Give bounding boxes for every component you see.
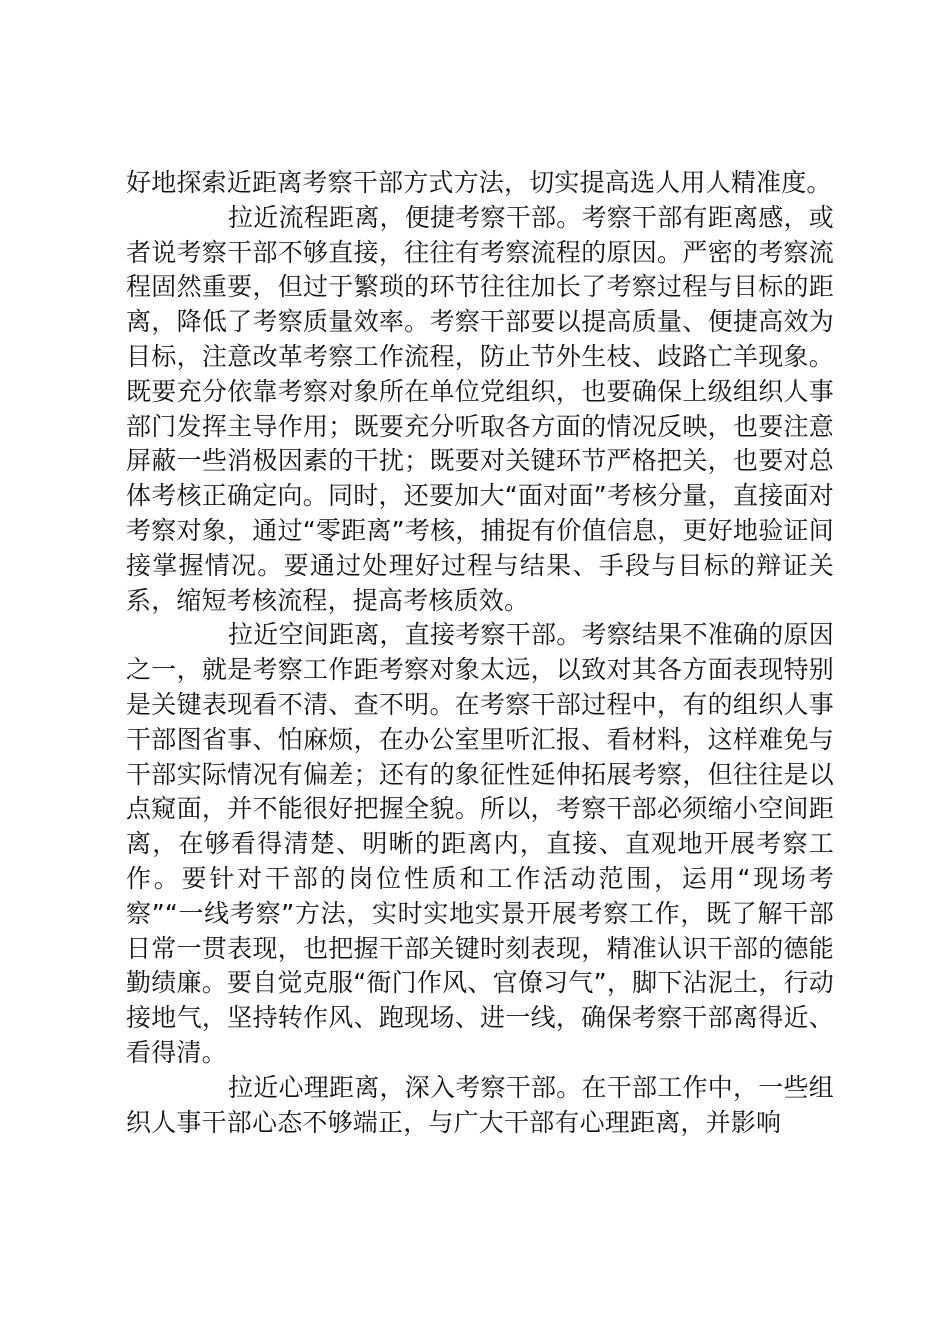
paragraph-spatial-distance: 拉近空间距离，直接考察干部。考察结果不准确的原因之一，就是考察工作距考察对象太远，以致对其各方面表现特别是关键表现看不清、查不明。在考察干部过程中，有的组织人事干部图省事、怕麻烦，在办公室里听汇报、看材料，这样难免与干部实际情况有偏差；还有的象征性延伸拓展考察，但往往是以点窥面，并不能很好把握全貌。所以，考察干部必须缩小空间距离，在够看得清楚、明晰的距离内，直接、直观地开展考察工作。要针对干部的岗位性质和工作活动范围，运用“现场考察”“一线考察”方法，实时实地实景开展考察工作，既了解干部日常一贯表现，也把握干部关键时刻表现，精准认识干部的德能勤绩廉。要自觉克服“衙门作风、官僚习气”，脚下沾泥土，行动接地气，坚持转作风、跑现场、进一线，确保考察干部离得近、看得清。: [126, 620, 834, 1067]
paragraph-psychological-distance: 拉近心理距离，深入考察干部。在干部工作中，一些组织人事干部心态不够端正，与广大干部有心理距离，并影响: [126, 1072, 834, 1137]
paragraph-continuation: 好地探索近距离考察干部方式方法，切实提高选人用人精准度。: [126, 168, 832, 197]
paragraph-process-distance: 拉近流程距离，便捷考察干部。考察干部有距离感，或者说考察干部不够直接，往往有考察流程的原因。严密的考察流程固然重要，但过于繁琐的环节往往加长了考察过程与目标的距离，降低了考察质量效率。考察干部要以提高质量、便捷高效为目标，注意改革考察工作流程，防止节外生枝、歧路亡羊现象。既要充分依靠考察对象所在单位党组织，也要确保上级组织人事部门发挥主导作用；既要充分听取各方面的情况反映，也要注意屏蔽一些消极因素的干扰；既要对关键环节严格把关，也要对总体考核正确定向。同时，还要加大“面对面”考核分量，直接面对考察对象，通过“零距离”考核，捕捉有价值信息，更好地验证间接掌握情况。要通过处理好过程与结果、手段与目标的辩证关系，缩短考核流程，提高考核质效。: [126, 202, 834, 615]
document-page: [126, 166, 834, 1140]
